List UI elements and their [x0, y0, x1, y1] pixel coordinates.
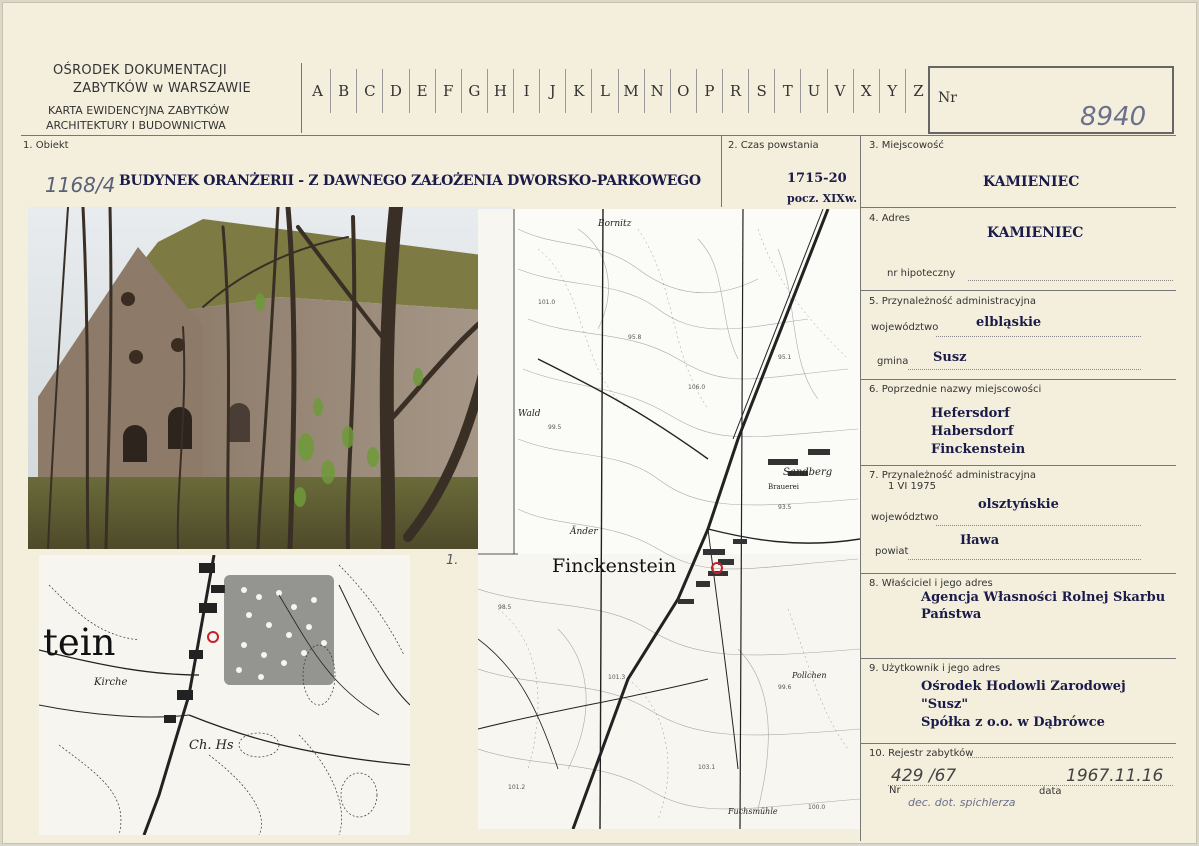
czas-value1: 1715-20: [787, 171, 847, 186]
org-name-line2: ZABYTKÓW w WARSZAWIE: [73, 81, 251, 96]
svg-text:101.2: 101.2: [508, 784, 526, 791]
rejestr-nr-value: 429 /67: [891, 766, 957, 786]
map-label-brauerei: Brauerei: [768, 483, 800, 491]
wojewodztwo1975-value: olsztyńskie: [978, 497, 1059, 512]
index-letter-r: R: [722, 69, 748, 113]
nr-label: Nr: [938, 90, 957, 106]
poprzednia-nazwa-1: Hefersdorf: [931, 406, 1010, 421]
wojewodztwo-value: elbląskie: [976, 315, 1042, 330]
poprzednia-nazwa-3: Finckenstein: [931, 442, 1026, 457]
przynaleznosc-label: 5. Przynależność administracyjna: [869, 296, 1036, 307]
rejestr-data-label: data: [1039, 786, 1062, 797]
svg-text:101.3: 101.3: [608, 674, 626, 681]
map-label-sandberg: Sandberg: [783, 467, 833, 478]
svg-text:99.5: 99.5: [548, 424, 562, 431]
powiat-value: Iława: [960, 533, 1000, 548]
map-label-fuchsmuhle: Fuchsmühle: [728, 807, 778, 816]
index-letter-u: U: [800, 69, 826, 113]
rejestr-note: dec. dot. spichlerza: [908, 796, 1016, 809]
index-letter-k: K: [565, 69, 591, 113]
index-letter-f: F: [435, 69, 461, 113]
wlasciciel-line2: Państwa: [921, 607, 982, 622]
index-letter-d: D: [382, 69, 408, 113]
index-letter-j: J: [539, 69, 565, 113]
powiat-label: powiat: [875, 546, 909, 557]
index-letter-b: B: [330, 69, 356, 113]
index-letter-g: G: [461, 69, 487, 113]
map-label-wald: Wald: [518, 409, 541, 419]
svg-text:93.5: 93.5: [778, 504, 792, 511]
poprzednia-nazwa-2: Habersdorf: [931, 424, 1014, 439]
index-letter-o: O: [670, 69, 696, 113]
index-letter-n: N: [644, 69, 670, 113]
map-label-finckenstein: Finckenstein: [552, 555, 677, 577]
location-marker-detail: [207, 631, 219, 643]
gmina-label: gmina: [877, 356, 909, 367]
topographic-map-large: [478, 209, 860, 829]
index-letter-i: I: [513, 69, 539, 113]
record-card: [2, 2, 1197, 844]
svg-text:100.0: 100.0: [808, 804, 826, 811]
czas-value2: pocz. XIXw.: [787, 192, 858, 205]
svg-text:95.1: 95.1: [778, 354, 792, 361]
obiekt-hand-number: 1168/4: [45, 173, 116, 197]
svg-text:95.8: 95.8: [628, 334, 642, 341]
index-letter-t: T: [774, 69, 800, 113]
nr-value: 8940: [1080, 102, 1147, 132]
orangery-photo: [28, 207, 513, 549]
przynaleznosc1975-date: 1 VI 1975: [888, 481, 936, 492]
czas-label: 2. Czas powstania: [728, 140, 819, 151]
wojewodztwo-label: województwo: [871, 322, 939, 333]
wojewodztwo1975-label: województwo: [871, 512, 939, 523]
map-label-tein: tein: [43, 621, 116, 664]
hipoteczny-label: nr hipoteczny: [887, 268, 956, 279]
wlasciciel-line1: Agencja Własności Rolnej Skarbu: [921, 590, 1166, 605]
svg-text:98.5: 98.5: [498, 604, 512, 611]
obiekt-label: 1. Obiekt: [23, 140, 69, 151]
card-type-line2: ARCHITEKTURY I BUDOWNICTWA: [46, 119, 226, 132]
wlasciciel-label: 8. Właściciel i jego adres: [869, 578, 993, 589]
przynaleznosc1975-label: 7. Przynależność administracyjna: [869, 470, 1036, 481]
topographic-map-detail: [39, 555, 410, 835]
location-marker-large: [711, 562, 723, 574]
photo-caption-number: 1.: [446, 553, 459, 568]
card-type-line1: KARTA EWIDENCYJNA ZABYTKÓW: [48, 104, 230, 117]
miejscowosc-value: KAMIENIEC: [983, 174, 1080, 190]
rejestr-nr-label: Nr: [889, 785, 901, 796]
miejscowosc-label: 3. Miejscowość: [869, 140, 944, 151]
map-label-bornitz: Bornitz: [598, 219, 632, 229]
index-letter-e: E: [409, 69, 435, 113]
index-letter-l: L: [591, 69, 617, 113]
index-letter-p: P: [696, 69, 722, 113]
svg-text:99.6: 99.6: [778, 684, 792, 691]
index-letter-x: X: [853, 69, 879, 113]
gmina-value: Susz: [933, 350, 967, 365]
letter-index: [305, 69, 931, 113]
index-letter-z: Z: [905, 69, 931, 113]
index-letter-a: A: [312, 82, 323, 100]
map-label-ander: Änder: [570, 527, 598, 537]
nr-box: [928, 66, 1174, 134]
svg-text:106.0: 106.0: [688, 384, 706, 391]
rejestr-data-value: 1967.11.16: [1066, 766, 1164, 786]
svg-text:103.1: 103.1: [698, 764, 716, 771]
index-letter-c: C: [356, 69, 382, 113]
svg-text:101.0: 101.0: [538, 299, 556, 306]
index-letter-v: V: [827, 69, 853, 113]
poprzednie-label: 6. Poprzednie nazwy miejscowości: [869, 384, 1042, 395]
index-letter-m: M: [618, 69, 644, 113]
adres-value: KAMIENIEC: [987, 225, 1084, 241]
map-label-kirche: Kirche: [94, 677, 128, 688]
rejestr-label: 10. Rejestr zabytków: [869, 748, 974, 759]
uzytkownik-label: 9. Użytkownik i jego adres: [869, 663, 1001, 674]
map-label-pollchen: Pollchen: [792, 671, 827, 680]
uzytkownik-line1: Ośrodek Hodowli Zarodowej: [921, 679, 1126, 694]
uzytkownik-line2: "Susz": [921, 697, 969, 712]
index-letter-y: Y: [879, 69, 905, 113]
index-letter-s: S: [748, 69, 774, 113]
org-name-line1: OŚRODEK DOKUMENTACJI: [53, 63, 228, 78]
index-letter-h: H: [487, 69, 513, 113]
adres-label: 4. Adres: [869, 213, 910, 224]
obiekt-name: BUDYNEK ORANŻERII - Z DAWNEGO ZAŁOŻENIA DWORSKO-PARKOWEGO: [119, 173, 701, 189]
uzytkownik-line3: Spółka z o.o. w Dąbrówce: [921, 715, 1105, 730]
map-label-chhs: Ch. Hs: [189, 738, 234, 753]
